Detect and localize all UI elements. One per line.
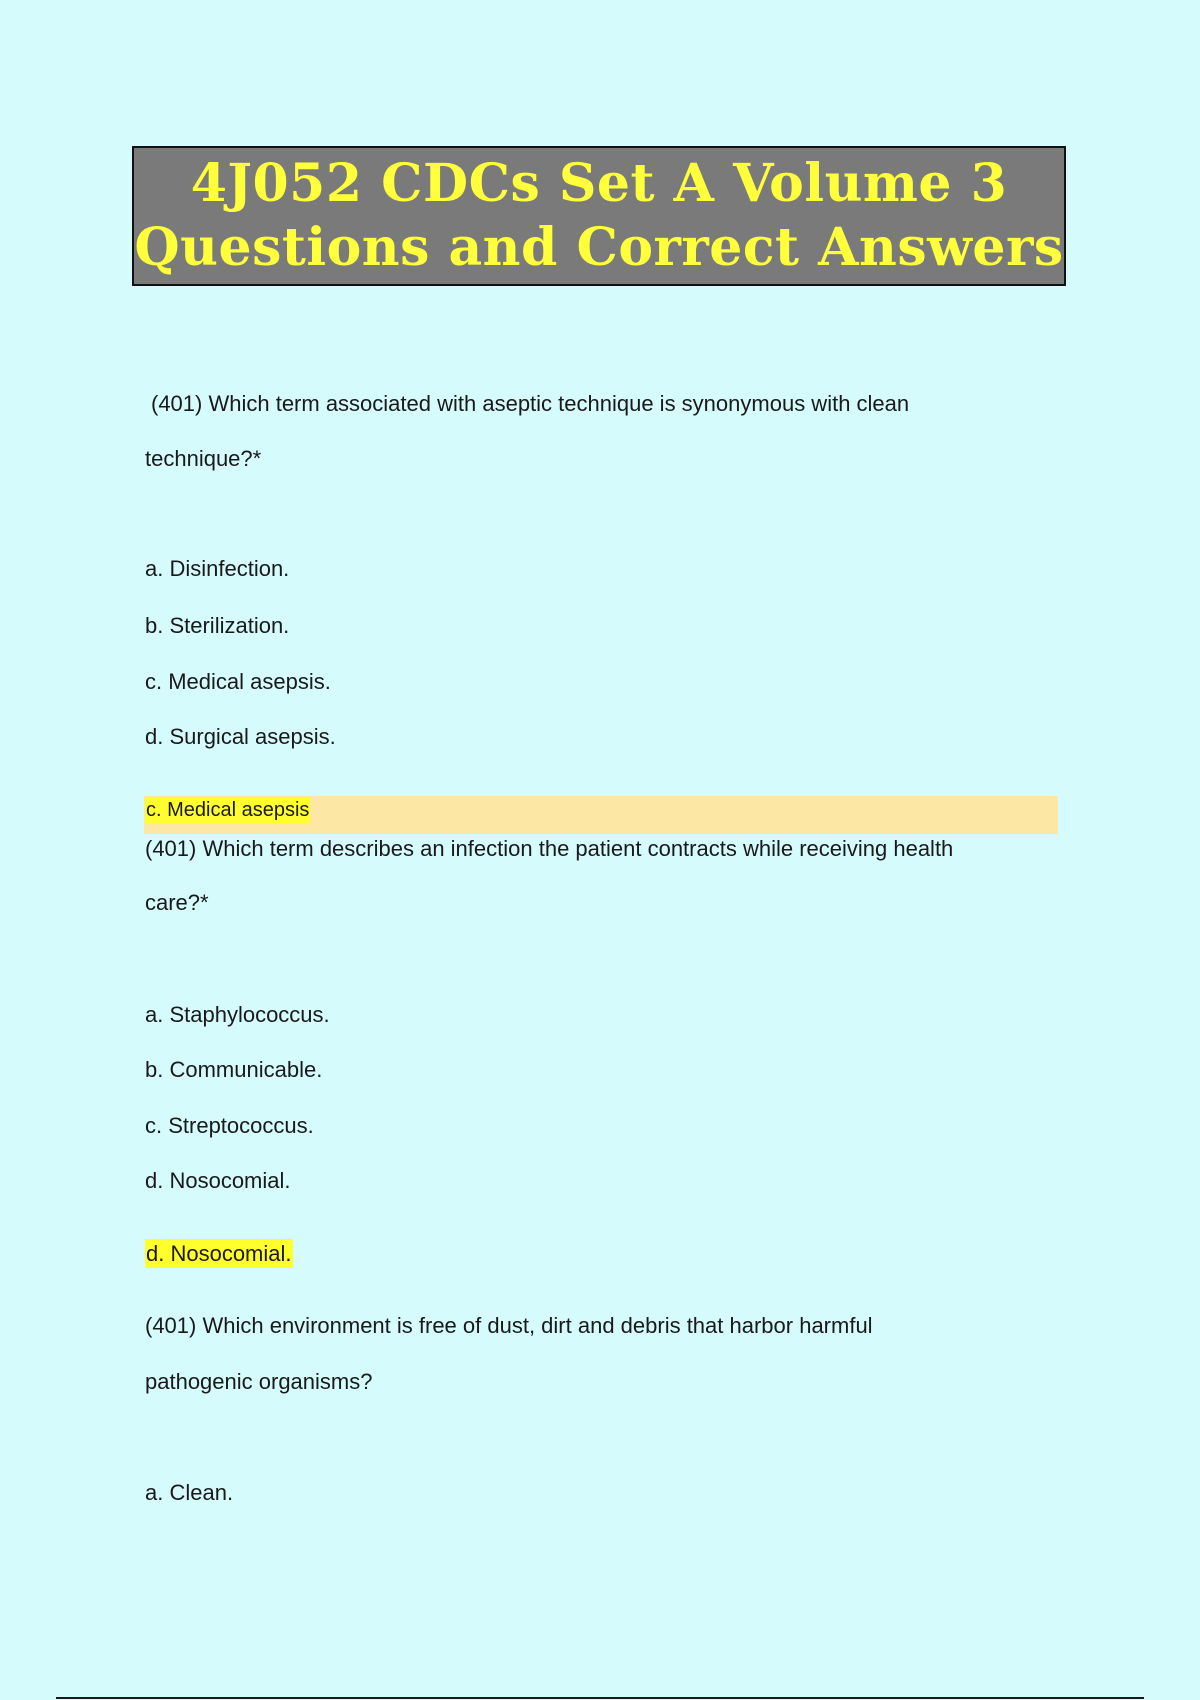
question-3-text-line-2: pathogenic organisms? bbox=[145, 1369, 373, 1394]
title-line-2: Questions and Correct Answers bbox=[134, 217, 1064, 278]
question-1-text-line-2: technique?* bbox=[145, 446, 262, 471]
question-2-text-line-1: (401) Which term describes an infection the patient contracts while receiving health bbox=[145, 836, 954, 861]
question-1-answer bbox=[145, 795, 310, 824]
question-2-answer-highlight: d. Nosocomial. bbox=[146, 1241, 292, 1266]
question-2-option-d: d. Nosocomial. bbox=[145, 1168, 291, 1193]
question-2-option-b: b. Communicable. bbox=[145, 1057, 323, 1082]
question-1-option-d: d. Surgical asepsis. bbox=[145, 724, 336, 749]
question-1-option-b: b. Sterilization. bbox=[145, 613, 290, 638]
question-1-option-c: c. Medical asepsis. bbox=[145, 669, 331, 694]
question-2-option-c: c. Streptococcus. bbox=[145, 1113, 314, 1138]
question-2-answer bbox=[145, 1240, 293, 1268]
question-1-text-line-1: (401) Which term associated with aseptic technique is synonymous with clean bbox=[151, 391, 910, 416]
question-3-option-a: a. Clean. bbox=[145, 1480, 234, 1505]
question-3-text-line-1: (401) Which environment is free of dust, dirt and debris that harbor harmful bbox=[145, 1313, 873, 1338]
question-1-answer-highlight: c. Medical asepsis bbox=[146, 799, 310, 821]
title-banner bbox=[132, 146, 1066, 286]
question-2-option-a: a. Staphylococcus. bbox=[145, 1002, 330, 1027]
question-2-text-line-2: care?* bbox=[145, 890, 209, 915]
title-line-1: 4J052 CDCs Set A Volume 3 bbox=[190, 153, 1008, 214]
question-1-option-a: a. Disinfection. bbox=[145, 556, 290, 581]
page-bottom-rule bbox=[56, 1697, 1144, 1699]
